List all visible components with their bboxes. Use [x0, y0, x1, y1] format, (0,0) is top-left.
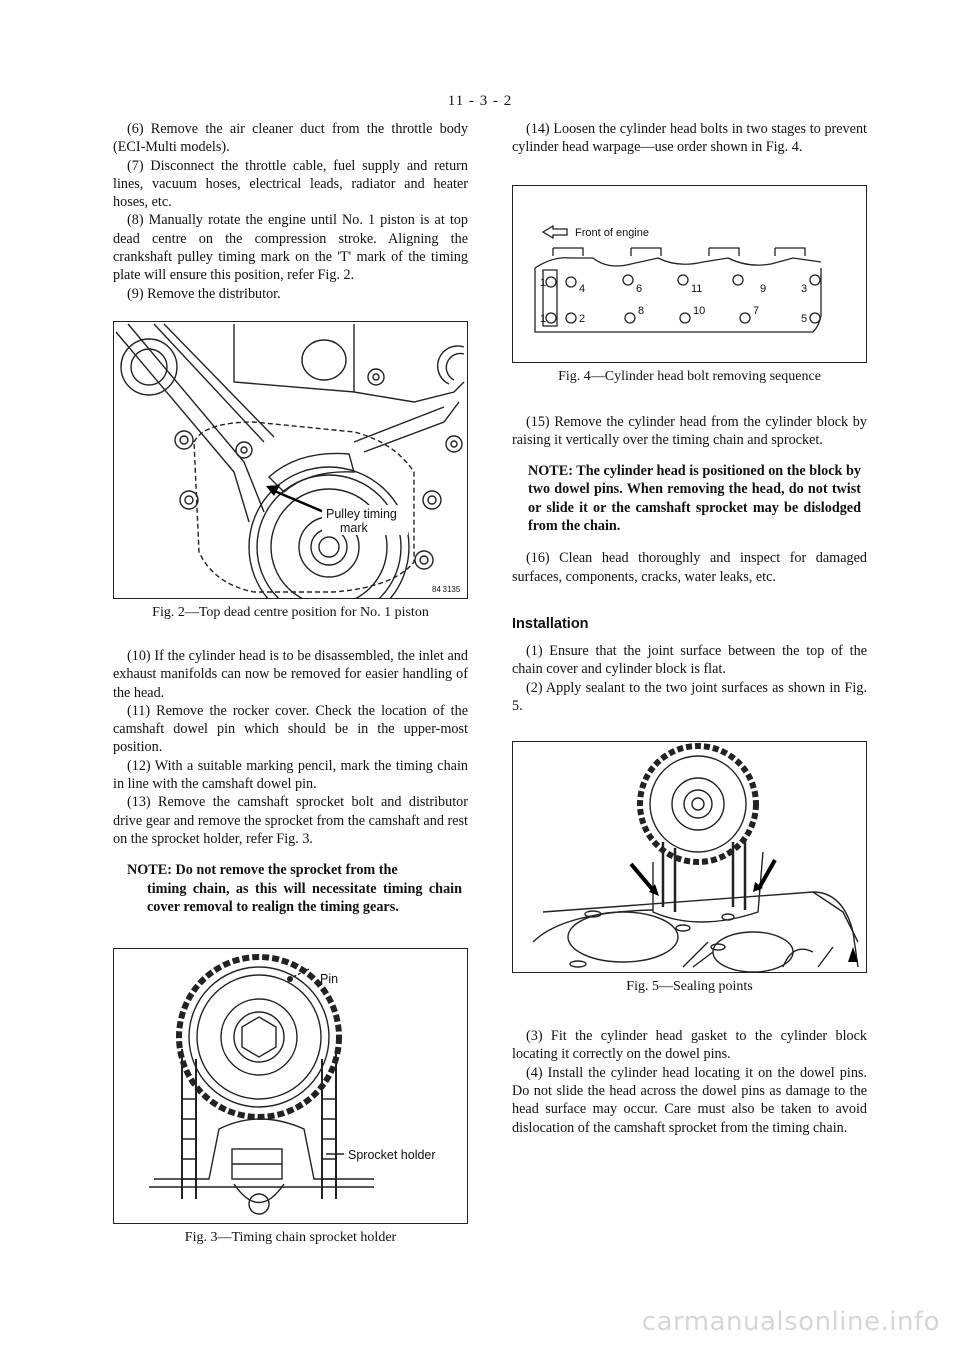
install-step-2: (2) Apply sealant to the two joint surfaces as shown in Fig. 5.	[512, 679, 867, 714]
step-16: (16) Clean head thoroughly and inspect for damaged surfaces, components, cracks, water leaks, etc.	[512, 550, 867, 585]
step-13: (13) Remove the camshaft sprocket bolt and distributor drive gear and remove the sprocket from the camshaft and rest on the sprocket holder, refer Fig. 3.	[113, 794, 468, 847]
fig3-label-pin: Pin	[320, 972, 339, 987]
section-heading-installation: Installation	[512, 615, 589, 632]
fig4-num-bottom-1: 1	[540, 312, 547, 325]
install-step-4: (4) Install the cylinder head locating it on the dowel pins. Do not slide the head across the dowel pins as damage to the head surface may occur. Care must also be taken to avoid dislocation of the camshaft sprocket from the timing chain.	[512, 1064, 867, 1136]
step-6: (6) Remove the air cleaner duct from the throttle body (ECI-Multi models).	[113, 121, 468, 156]
figure-4-caption: Fig. 4—Cylinder head bolt removing sequence	[558, 368, 821, 384]
left-column	[113, 120, 468, 1258]
fig4-num-top-11: 11	[691, 282, 703, 295]
step-10: (10) If the cylinder head is to be disassembled, the inlet and exhaust manifolds can now be removed for easier handling of the head.	[113, 647, 468, 701]
pulley-illustration	[114, 322, 466, 598]
fig2-label-mark: mark	[340, 520, 368, 535]
figure-2-caption: Fig. 2—Top dead centre position for No. 1 piston	[152, 604, 429, 620]
fig4-num-top-1: 1	[540, 276, 547, 289]
right-column	[512, 120, 867, 1137]
page-number: 11 - 3 - 2	[447, 93, 513, 109]
note-dowel: NOTE: The cylinder head is positioned on the block by two dowel pins. When removing the head, do not twist or slide it or the camshaft sprocket may be dislodged from the chain.	[528, 463, 861, 535]
fig4-num-bottom-8: 8	[638, 304, 645, 317]
note-sprocket	[113, 861, 468, 916]
step-7: (7) Disconnect the throttle cable, fuel supply and return lines, vacuum hoses, electrical leads, radiator and heater hoses, etc.	[113, 157, 468, 211]
figure-4	[512, 185, 867, 363]
figure-5-caption: Fig. 5—Sealing points	[626, 979, 753, 995]
fig4-num-bottom-7: 7	[753, 304, 760, 317]
step-14: (14) Loosen the cylinder head bolts in two stages to prevent cylinder head warpage—use order shown in Fig. 4.	[512, 121, 867, 156]
fig4-num-bottom-2: 2	[579, 312, 586, 325]
sealing-points-illustration	[513, 742, 865, 972]
figure-5	[512, 741, 867, 973]
fig4-num-bottom-5: 5	[801, 312, 808, 325]
fig4-front-label: Front of engine	[575, 226, 649, 239]
figure-2	[113, 321, 468, 599]
watermark: carmanualsonline.info	[641, 1307, 940, 1337]
bolt-sequence-diagram	[513, 186, 865, 362]
fig4-num-top-4: 4	[579, 282, 586, 295]
sprocket-illustration	[114, 949, 466, 1223]
figure-3-caption: Fig. 3—Timing chain sprocket holder	[184, 1230, 397, 1246]
figure-3	[113, 948, 468, 1224]
install-step-1: (1) Ensure that the joint surface between the top of the chain cover and cylinder block is flat.	[512, 642, 867, 678]
note-sprocket-line1: NOTE: Do not remove the sprocket from the	[127, 862, 398, 879]
fig3-label-holder: Sprocket holder	[348, 1148, 436, 1163]
fig2-label-pulley: Pulley timing	[326, 506, 397, 521]
fig2-code: 84 3135	[432, 584, 461, 594]
fig4-num-top-9: 9	[760, 282, 767, 295]
note-sprocket-rest: timing chain, as this will necessitate timing chain cover removal to realign the timing gears.	[147, 880, 462, 915]
fig4-num-top-3: 3	[801, 282, 808, 295]
install-step-3: (3) Fit the cylinder head gasket to the cylinder block locating it correctly on the dowel pins.	[512, 1028, 867, 1063]
step-15: (15) Remove the cylinder head from the cylinder block by raising it vertically over the timing chain and sprocket.	[512, 413, 867, 448]
step-11: (11) Remove the rocker cover. Check the location of the camshaft dowel pin which should be in the upper-most position.	[113, 702, 468, 756]
fig4-num-top-6: 6	[636, 282, 643, 295]
step-12: (12) With a suitable marking pencil, mark the timing chain in line with the camshaft dowel pin.	[113, 757, 468, 793]
step-8: (8) Manually rotate the engine until No. 1 piston is at top dead centre on the compression stroke. Aligning the crankshaft pulley timing mark on the 'T' mark of the timing plate will ensure this position, refer Fig. 2.	[113, 212, 468, 284]
step-9: (9) Remove the distributor.	[127, 285, 281, 302]
fig4-num-bottom-10: 10	[693, 304, 706, 317]
